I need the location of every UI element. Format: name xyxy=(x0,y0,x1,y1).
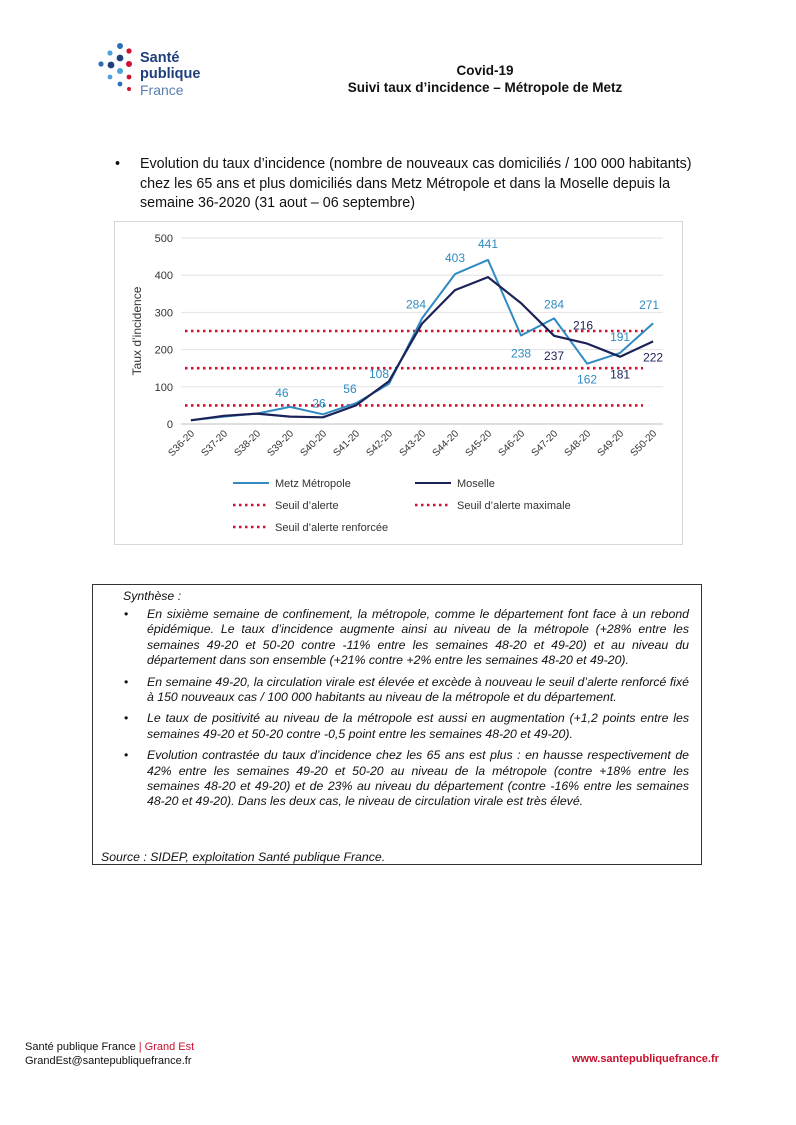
data-label: 216 xyxy=(573,318,594,333)
logo-dots-icon xyxy=(98,42,136,100)
footer-org: Santé publique France xyxy=(25,1041,136,1053)
data-label: 181 xyxy=(610,367,631,382)
y-tick-label: 200 xyxy=(154,344,173,357)
footer-org-line xyxy=(25,1040,194,1054)
footer-separator: | xyxy=(135,1041,145,1053)
legend-seuil-alerte-label: Seuil d’alerte xyxy=(275,500,339,512)
synthese-item-text: Le taux de positivité au niveau de la métropole est aussi en augmentation (+1,2 points entre les semaines 49-20 et 50-20 contre -0,5 point entre les semaines 48-20 et 49-20). xyxy=(147,711,689,741)
data-label: 441 xyxy=(478,236,499,251)
incidence-chart xyxy=(114,221,683,545)
data-label: 162 xyxy=(577,372,598,387)
synthese-item xyxy=(93,607,703,669)
synthese-bullet: • xyxy=(124,674,129,689)
x-tick-label: S36-20 xyxy=(166,428,198,459)
synthese-item-text: Evolution contrastée du taux d’incidence chez les 65 ans est plus : en hausse respectivement de 42% entre les semaines 49-20 et 50-20 au niveau de la métropole (contre +18% entre les semaines 48-20 et 49-20) et de 23% au niveau du département (contre -16% entre les semaines 48-20 et 49-20). Dans les deux cas, le niveau de circulation virale est très élevé. xyxy=(147,748,689,809)
y-tick-label: 100 xyxy=(154,381,173,394)
x-tick-label: S40-20 xyxy=(298,428,330,459)
synthese-heading: Synthèse : xyxy=(123,589,182,603)
data-label: 222 xyxy=(643,350,664,365)
legend-metz-label: Metz Métropole xyxy=(275,478,351,490)
synthese-box xyxy=(92,584,702,865)
x-tick-label: S50-20 xyxy=(628,428,660,459)
page-title-line-2: Suivi taux d’incidence – Métropole de Metz xyxy=(347,80,623,95)
synthese-source: Source : SIDEP, exploitation Santé publique France. xyxy=(101,850,386,864)
data-label: 26 xyxy=(312,396,326,411)
footer-region: Grand Est xyxy=(144,1041,195,1053)
synthese-item xyxy=(93,675,703,706)
data-label: 284 xyxy=(544,297,565,312)
x-tick-label: S42-20 xyxy=(364,428,396,459)
spf-logo xyxy=(98,42,228,102)
x-tick-label: S46-20 xyxy=(496,428,528,459)
synthese-item-text: En semaine 49-20, la circulation virale est élevée et excède à nouveau le seuil d’alerte renforcé fixé à 150 nouveaux cas / 100 000 habitants au niveau de la métropole et du département. xyxy=(147,674,689,705)
data-label: 56 xyxy=(343,382,357,397)
x-tick-label: S45-20 xyxy=(463,428,495,459)
legend-moselle-label: Moselle xyxy=(457,478,495,490)
footer-contact xyxy=(25,1040,194,1068)
synthese-list xyxy=(93,607,703,816)
x-tick-label: S47-20 xyxy=(529,428,561,459)
x-tick-label: S44-20 xyxy=(430,428,462,459)
x-tick-label: S37-20 xyxy=(199,428,231,459)
series-line-metz xyxy=(191,260,653,420)
x-tick-label: S41-20 xyxy=(331,428,363,459)
page-title-line-1: Covid-19 xyxy=(456,63,514,78)
x-tick-label: S43-20 xyxy=(397,428,429,459)
legend-seuil-alerte-maximale-label: Seuil d’alerte maximale xyxy=(457,500,571,512)
y-axis-title: Taux d’incidence xyxy=(130,286,144,376)
x-tick-label: S48-20 xyxy=(562,428,594,459)
intro-text: Evolution du taux d’incidence (nombre de nouveaux cas domiciliés / 100 000 habitants) chez les 65 ans et plus domiciliés dans Metz Métropole et dans la Moselle depuis la semaine 36-2020 (31 aout – 06 septembre) xyxy=(140,156,692,211)
data-label: 238 xyxy=(511,346,532,361)
intro-bullet: • xyxy=(115,156,121,172)
logo-line-2: publique xyxy=(140,66,201,82)
y-tick-label: 400 xyxy=(154,270,173,283)
x-tick-label: S39-20 xyxy=(265,428,297,459)
data-label: 191 xyxy=(610,329,631,344)
legend-seuil-alerte-renforcee-label: Seuil d’alerte renforcée xyxy=(275,522,389,534)
synthese-bullet: • xyxy=(124,748,129,763)
logo-wordmark xyxy=(140,50,200,98)
x-tick-label: S49-20 xyxy=(595,428,627,459)
data-label: 284 xyxy=(405,297,427,312)
synthese-item xyxy=(93,748,703,810)
synthese-item-text: En sixième semaine de confinement, la métropole, comme le département font face à un rebond épidémique. Le taux d’incidence augmente ainsi au niveau de la métropole (+28% entre les semaines 49-20 et 50-20 contre -11% entre les semaines 48-20 et 49-20) et au niveau du département dans son ensemble (+21% contre +2% entre les semaines 48-20 et 49-20). xyxy=(147,607,689,668)
chart-svg xyxy=(115,222,682,544)
y-tick-label: 500 xyxy=(154,233,173,245)
y-tick-label: 0 xyxy=(166,419,173,431)
footer-website-link[interactable]: www.santepubliquefrance.fr xyxy=(572,1053,719,1065)
synthese-bullet: • xyxy=(124,607,129,621)
synthese-item xyxy=(93,711,703,742)
y-tick-label: 300 xyxy=(154,307,173,320)
data-label: 108 xyxy=(368,366,390,381)
footer-email[interactable]: GrandEst@santepubliquefrance.fr xyxy=(25,1055,192,1067)
synthese-bullet: • xyxy=(124,711,129,726)
data-label: 237 xyxy=(544,348,565,363)
data-label: 271 xyxy=(639,298,660,313)
logo-line-3: France xyxy=(140,82,184,98)
data-label: 46 xyxy=(275,385,289,400)
data-label: 403 xyxy=(444,251,466,266)
logo-line-1: Santé xyxy=(140,50,180,66)
x-tick-label: S38-20 xyxy=(232,428,264,459)
